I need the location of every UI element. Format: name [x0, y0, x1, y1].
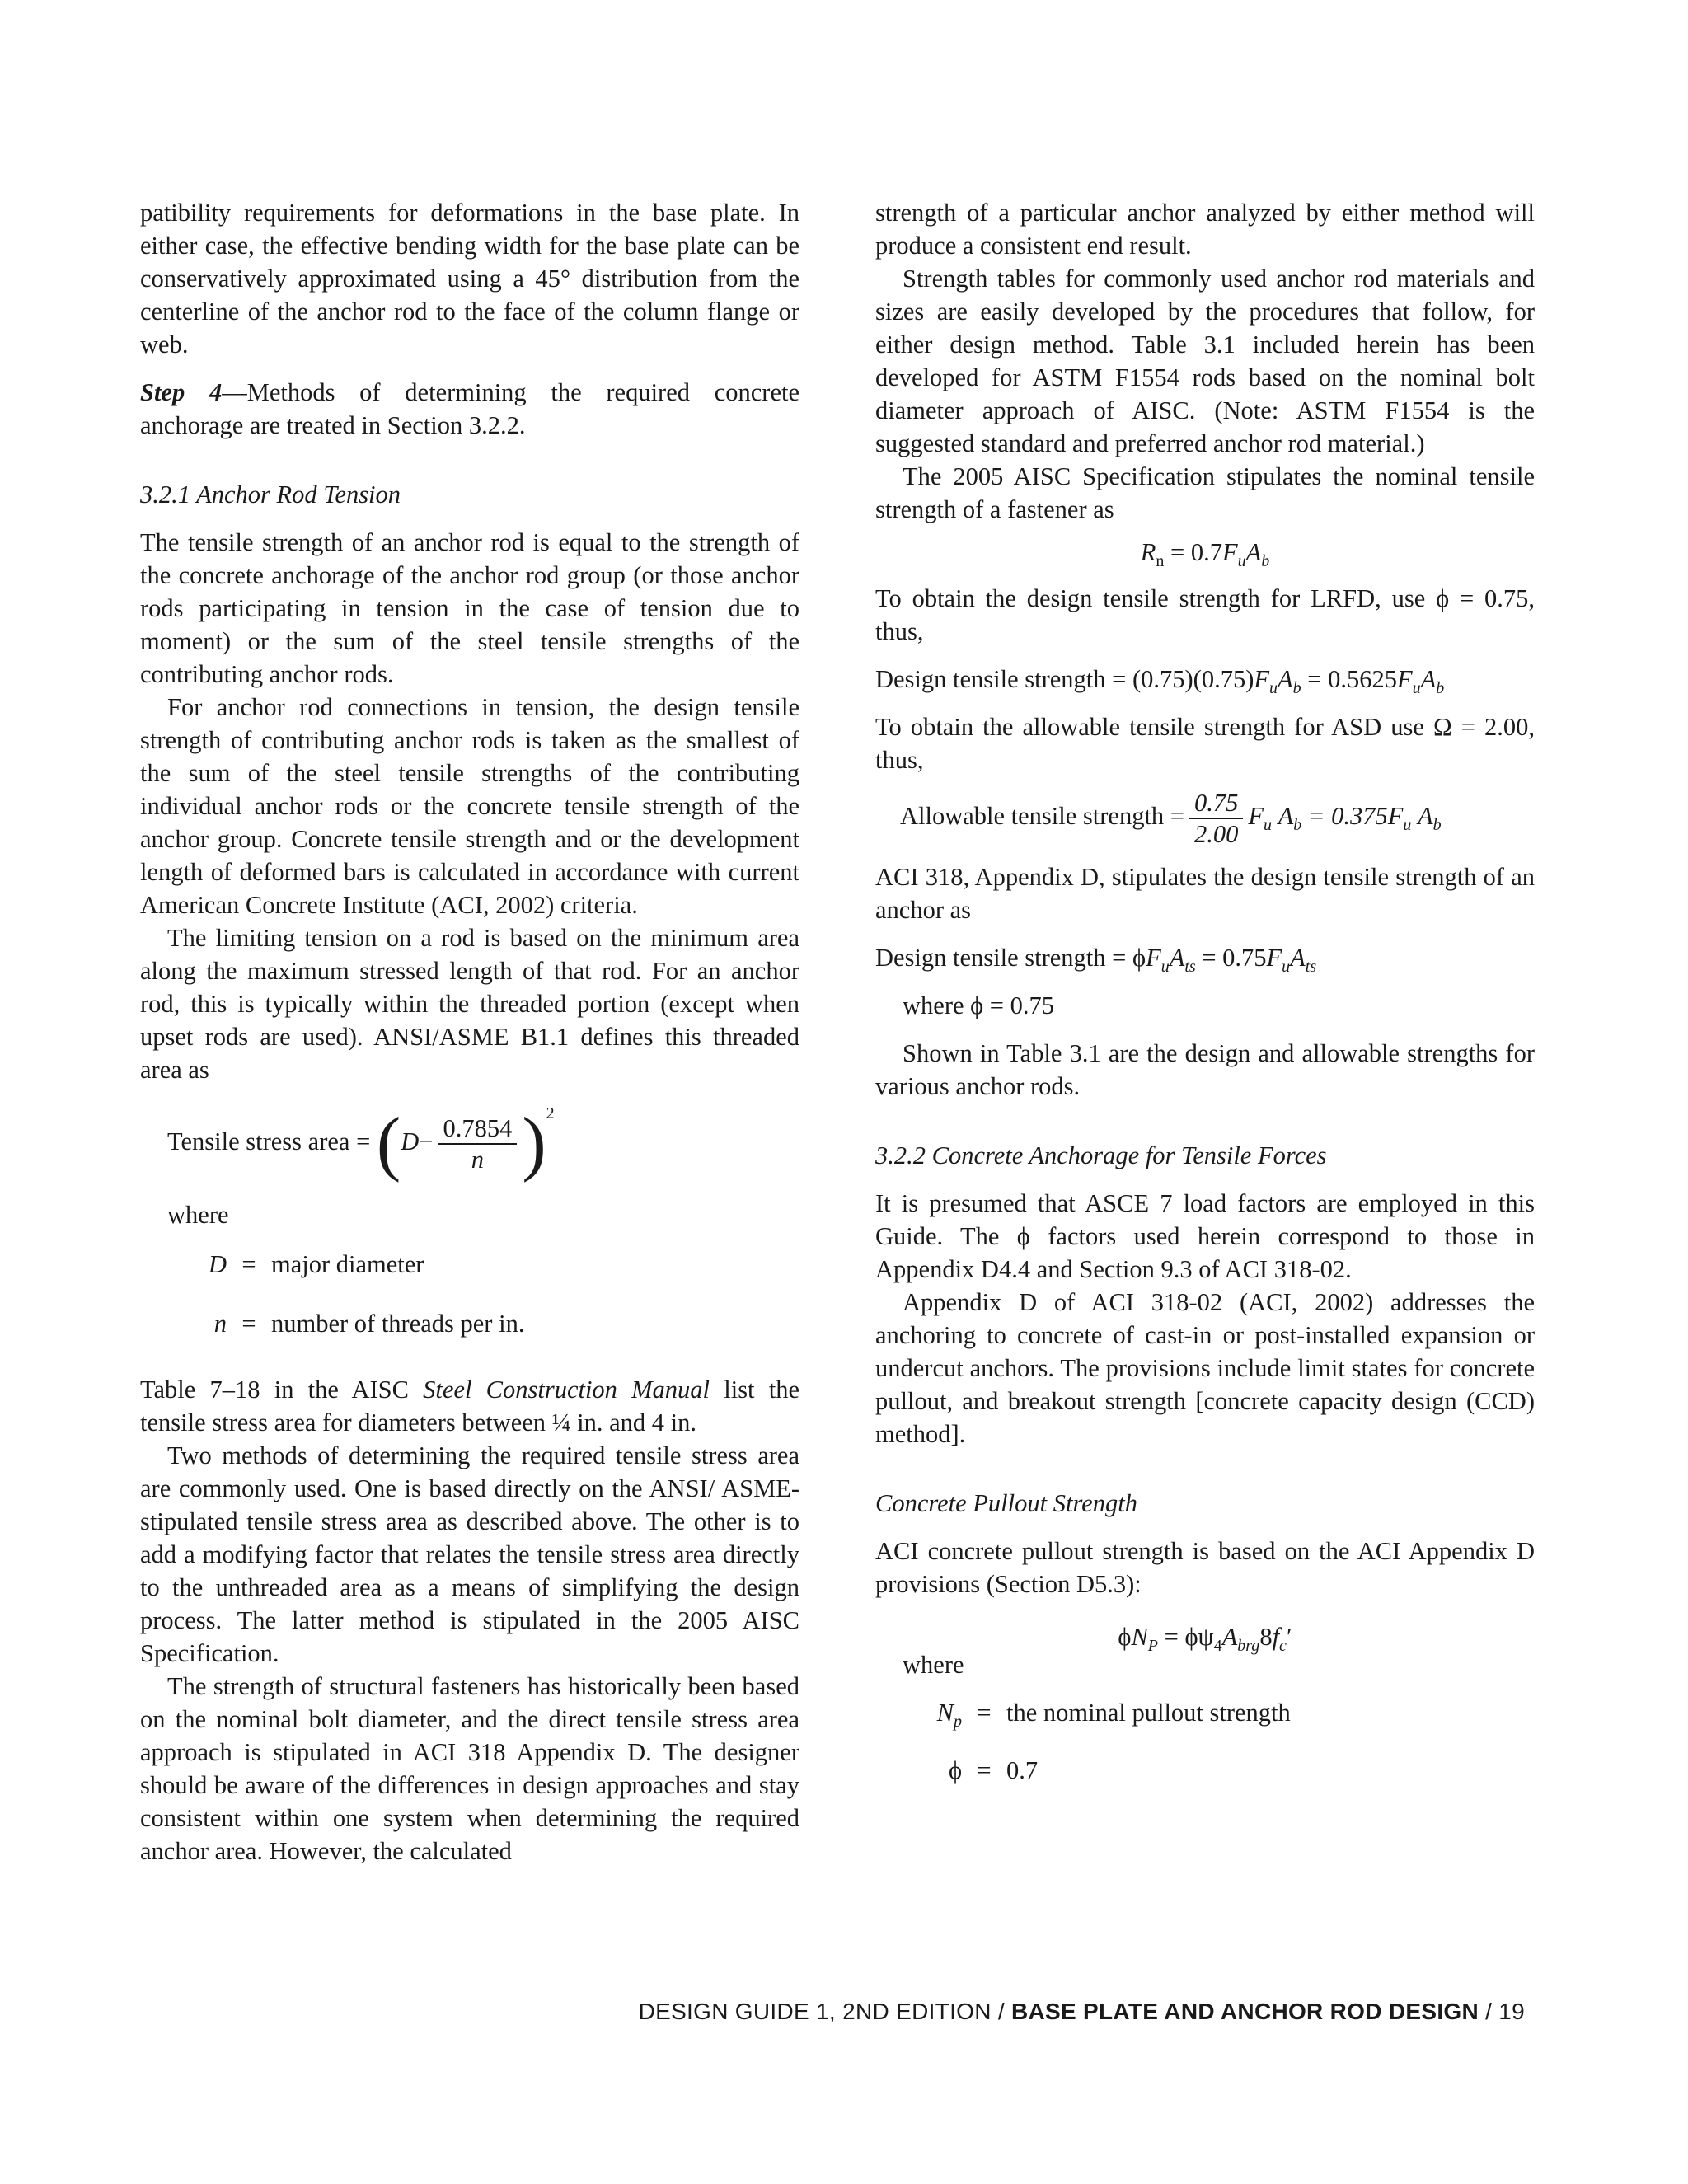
- paragraph: patibility requirements for deformations in the base plate. In either case, the effective bending width for the base plate can be conservatively approximated using a 45° distribution from the centerline of the anchor rod to the face of the column flange or web.: [140, 199, 799, 359]
- manual-title: Steel Construction Manual: [423, 1376, 710, 1404]
- paragraph: Shown in Table 3.1 are the design and allowable strengths for various anchor rods.: [875, 1039, 1535, 1100]
- equation-text: = 0.75: [1195, 944, 1267, 972]
- paragraph: To obtain the design tensile strength for LRFD, use ϕ = 0.75, thus,: [875, 584, 1535, 645]
- equals-sign: =: [977, 1699, 992, 1727]
- where-phi: where ϕ = 0.75: [903, 991, 1055, 1019]
- left-column: [140, 196, 799, 1868]
- equation-tensile-stress-area: [140, 1104, 799, 1183]
- equation-pullout: $\phi N_P = \phi\psi_4A_{brg}8f_c'$: [1118, 1623, 1292, 1656]
- paragraph: Two methods of determining the required tensile stress area are commonly used. One is based directly on the ANSI/ ASME-stipulated tensile stress area as described above. The other is to add a modifying factor that relates the tensile stress area directly to the unthreaded area as a means of simplifying the design process. The latter method is stipulated in the 2005 AISC Specification.: [140, 1441, 799, 1667]
- equation-fraction: [1189, 788, 1243, 849]
- equation-design-tensile-aci: Design tensile strength = $\phi F_uA_{ts} = 0.75F_uA_{ts}$: [875, 944, 1317, 977]
- right-paren: ): [522, 1104, 546, 1183]
- equation-label: Design tensile strength = (0.75)(0.75): [875, 665, 1254, 693]
- variable-text: major diameter: [271, 1250, 424, 1278]
- fraction-denominator: 2.00: [1194, 820, 1239, 848]
- equation-label: Design tensile strength =: [875, 944, 1132, 972]
- text-run: Table 7–18 in the AISC: [140, 1376, 424, 1404]
- subsection-heading-pullout: Concrete Pullout Strength: [875, 1489, 1137, 1517]
- step-4-label: Step 4: [140, 378, 223, 406]
- equation-exponent: 2: [546, 1104, 555, 1122]
- variable-symbol: n: [213, 1310, 227, 1338]
- step-4-text: —Methods of determining the required concrete anchorage are treated in Section 3.2.2.: [140, 378, 799, 439]
- paragraph: The tensile strength of an anchor rod is equal to the strength of the concrete anchorage of the anchor rod group (or those anchor rods participating in tension in the case of tension due to moment) or the sum of the steel tensile strengths of the contributing anchor rods.: [140, 528, 799, 688]
- page-footer: [0, 1999, 1525, 2025]
- left-paren: (: [376, 1104, 401, 1183]
- step-4-paragraph: [140, 376, 799, 442]
- equation-text: = 0.5625: [1307, 665, 1397, 693]
- variable-definition-phi: [875, 1754, 1535, 1787]
- variable-definition-Np: [875, 1696, 1535, 1732]
- where-label: where: [167, 1201, 229, 1229]
- equation-symbol-D: D: [401, 1127, 420, 1155]
- footer-guide-title: DESIGN GUIDE 1, 2ND EDITION /: [638, 1999, 1011, 2024]
- section-heading-3-2-1: 3.2.1 Anchor Rod Tension: [140, 480, 401, 509]
- equation-minus: −: [419, 1127, 434, 1155]
- equation-fraction: [438, 1113, 517, 1174]
- footer-page-number: / 19: [1479, 1999, 1525, 2024]
- fraction-denominator: n: [471, 1146, 484, 1174]
- variable-definition-D: [140, 1248, 799, 1281]
- equals-sign: =: [977, 1756, 992, 1784]
- equation-label: Allowable tensile strength =: [900, 802, 1185, 830]
- equation-text: = 0.375: [1307, 802, 1388, 830]
- section-heading-3-2-2: 3.2.2 Concrete Anchorage for Tensile Forces: [875, 1141, 1327, 1169]
- equation-nominal-tensile: $R_n = 0.7F_uA_b$: [1140, 538, 1270, 571]
- where-label: where: [903, 1651, 964, 1679]
- paragraph: The strength of structural fasteners has historically been based on the nominal bolt diameter, and the direct tensile stress area approach is stipulated in ACI 318 Appendix D. The designer should be aware of the differences in design approaches and stay consistent within one system when determining the required anchor area. However, the calculated: [140, 1672, 799, 1865]
- paragraph: Appendix D of ACI 318-02 (ACI, 2002) addresses the anchoring to concrete of cast-in or post-installed expansion or undercut anchors. The provisions include limit states for concrete pullout, and breakout strength [concrete capacity design (CCD) method].: [875, 1288, 1535, 1448]
- right-column: [875, 196, 1535, 1787]
- footer-book-title: BASE PLATE AND ANCHOR ROD DESIGN: [1010, 1999, 1479, 2024]
- paragraph: [140, 1373, 799, 1439]
- paragraph: Strength tables for commonly used anchor rod materials and sizes are easily developed by the procedures that follow, for either design method. Table 3.1 included herein has been developed for ASTM F1554 rods based on the nominal bolt diameter approach of AISC. (Note: ASTM F1554 is the suggested standard and preferred anchor rod material.): [875, 265, 1535, 457]
- equation-label: Tensile stress area =: [167, 1127, 371, 1155]
- variable-text: number of threads per in.: [271, 1310, 525, 1338]
- fraction-numerator: 0.75: [1189, 788, 1243, 819]
- paragraph: The limiting tension on a rod is based on the minimum area along the maximum stressed length of that rod. For an anchor rod, this is typically within the threaded portion (except when upset rods are used). ANSI/ASME B1.1 defines this threaded area as: [140, 924, 799, 1084]
- text-run: list the tensile stress area for diameters between ¼ in. and 4 in.: [140, 1376, 800, 1436]
- paragraph: strength of a particular anchor analyzed by either method will produce a consistent end result.: [875, 199, 1535, 260]
- paragraph: It is presumed that ASCE 7 load factors are employed in this Guide. The ϕ factors used herein correspond to those in Appendix D4.4 and Section 9.3 of ACI 318-02.: [875, 1189, 1535, 1283]
- paragraph: To obtain the allowable tensile strength for ASD use Ω = 2.00, thus,: [875, 713, 1535, 774]
- variable-text: 0.7: [1006, 1756, 1039, 1784]
- variable-text: the nominal pullout strength: [1006, 1699, 1291, 1727]
- equation-allowable-tensile: Allowable tensile strength = $\frac{0.75}{2.00}$ $F_u$ $A_b = 0.375F_u$ $A_b$: [900, 789, 1442, 848]
- fraction-numerator: 0.7854: [438, 1113, 517, 1145]
- paragraph: The 2005 AISC Specification stipulates the nominal tensile strength of a fastener as: [875, 462, 1535, 523]
- paragraph: ACI 318, Appendix D, stipulates the design tensile strength of an anchor as: [875, 863, 1535, 924]
- variable-definition-n: [140, 1307, 799, 1340]
- equals-sign: =: [241, 1310, 256, 1338]
- equals-sign: =: [241, 1250, 256, 1278]
- paragraph: ACI concrete pullout strength is based on the ACI Appendix D provisions (Section D5.3):: [875, 1537, 1535, 1598]
- paragraph: For anchor rod connections in tension, the design tensile strength of contributing anchor rods is taken as the smallest of the sum of the steel tensile strengths of the contributing individual anchor rods or the concrete tensile strength of the anchor group. Concrete tensile strength and or the development length of deformed bars is calculated in accordance with current American Concrete Institute (ACI, 2002) criteria.: [140, 693, 799, 919]
- variable-symbol: ϕ: [948, 1756, 962, 1784]
- variable-symbol: D: [208, 1250, 227, 1278]
- equation-design-tensile-lrfd: Design tensile strength = $(0.75)(0.75)F_uA_b = 0.5625F_uA_b$: [875, 665, 1445, 698]
- variable-symbol: $N_p$: [936, 1699, 962, 1732]
